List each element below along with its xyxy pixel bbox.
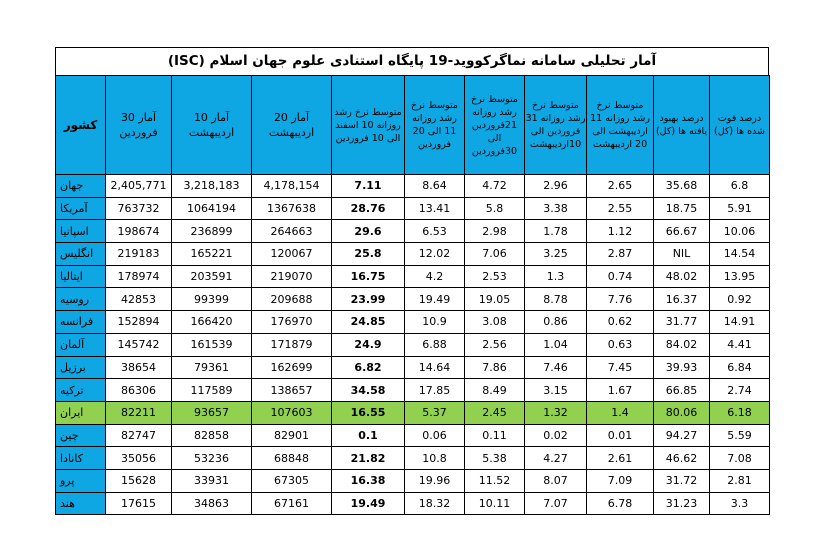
cell-c1: 763732 bbox=[106, 197, 172, 220]
cell-c4: 0.1 bbox=[332, 424, 405, 447]
table-row bbox=[56, 492, 770, 515]
cell-c10: 4.41 bbox=[710, 333, 770, 356]
header-c4: متوسط نرخ رشد روزانه 10 اسفند الی 10 فروردین bbox=[332, 76, 405, 175]
country-cell: چین bbox=[56, 424, 106, 447]
country-cell: آلمان bbox=[56, 333, 106, 356]
cell-c1: 152894 bbox=[106, 311, 172, 334]
cell-c8: 2.65 bbox=[587, 175, 654, 198]
cell-c7: 1.32 bbox=[525, 401, 587, 424]
cell-c6: 2.98 bbox=[465, 220, 525, 243]
cell-c10: 14.91 bbox=[710, 311, 770, 334]
cell-c4: 19.49 bbox=[332, 492, 405, 515]
cell-c10: 6.84 bbox=[710, 356, 770, 379]
cell-c6: 5.38 bbox=[465, 447, 525, 470]
table-row bbox=[56, 311, 770, 334]
cell-c2: 236899 bbox=[172, 220, 252, 243]
cell-c2: 3,218,183 bbox=[172, 175, 252, 198]
cell-c4: 25.8 bbox=[332, 243, 405, 266]
table-row bbox=[56, 175, 770, 198]
country-cell: آمریکا bbox=[56, 197, 106, 220]
cell-c5: 6.53 bbox=[405, 220, 465, 243]
header-c2: آمار 10 اردیبهشت bbox=[172, 76, 252, 175]
cell-c6: 8.49 bbox=[465, 379, 525, 402]
table-title: آمار تحلیلی سامانه نماگرکووید-19 پایگاه استنادی علوم جهان اسلام (ISC) bbox=[55, 47, 769, 75]
cell-c6: 7.86 bbox=[465, 356, 525, 379]
cell-c9: 94.27 bbox=[654, 424, 710, 447]
cell-c1: 198674 bbox=[106, 220, 172, 243]
cell-c8: 2.55 bbox=[587, 197, 654, 220]
cell-c4: 23.99 bbox=[332, 288, 405, 311]
header-c7: متوسط نرخ رشد روزانه 31 فروردین الی 10اردیبهشت bbox=[525, 76, 587, 175]
table-row bbox=[56, 243, 770, 266]
country-cell: هند bbox=[56, 492, 106, 515]
cell-c3: 120067 bbox=[252, 243, 332, 266]
cell-c4: 24.9 bbox=[332, 333, 405, 356]
country-cell: برزیل bbox=[56, 356, 106, 379]
cell-c2: 165221 bbox=[172, 243, 252, 266]
table-row bbox=[56, 333, 770, 356]
cell-c10: 5.59 bbox=[710, 424, 770, 447]
cell-c8: 1.4 bbox=[587, 401, 654, 424]
cell-c2: 99399 bbox=[172, 288, 252, 311]
cell-c8: 0.62 bbox=[587, 311, 654, 334]
cell-c6: 3.08 bbox=[465, 311, 525, 334]
cell-c9: 31.72 bbox=[654, 469, 710, 492]
cell-c3: 82901 bbox=[252, 424, 332, 447]
cell-c3: 138657 bbox=[252, 379, 332, 402]
header-c5: متوسط نرخ رشد روزانه 11 الی 20 فروردین bbox=[405, 76, 465, 175]
country-cell: ترکیه bbox=[56, 379, 106, 402]
cell-c2: 161539 bbox=[172, 333, 252, 356]
cell-c10: 3.3 bbox=[710, 492, 770, 515]
cell-c2: 79361 bbox=[172, 356, 252, 379]
cell-c10: 7.08 bbox=[710, 447, 770, 470]
cell-c7: 3.15 bbox=[525, 379, 587, 402]
cell-c7: 0.86 bbox=[525, 311, 587, 334]
country-cell: روسیه bbox=[56, 288, 106, 311]
cell-c8: 7.45 bbox=[587, 356, 654, 379]
cell-c6: 19.05 bbox=[465, 288, 525, 311]
cell-c4: 34.58 bbox=[332, 379, 405, 402]
cell-c9: 80.06 bbox=[654, 401, 710, 424]
cell-c2: 93657 bbox=[172, 401, 252, 424]
cell-c5: 10.8 bbox=[405, 447, 465, 470]
cell-c3: 219070 bbox=[252, 265, 332, 288]
cell-c3: 171879 bbox=[252, 333, 332, 356]
country-cell: فرانسه bbox=[56, 311, 106, 334]
cell-c1: 82211 bbox=[106, 401, 172, 424]
cell-c5: 0.06 bbox=[405, 424, 465, 447]
cell-c1: 17615 bbox=[106, 492, 172, 515]
cell-c8: 7.09 bbox=[587, 469, 654, 492]
cell-c2: 203591 bbox=[172, 265, 252, 288]
table-row bbox=[56, 197, 770, 220]
cell-c5: 19.96 bbox=[405, 469, 465, 492]
cell-c7: 3.38 bbox=[525, 197, 587, 220]
country-cell: ایران bbox=[56, 401, 106, 424]
cell-c7: 0.02 bbox=[525, 424, 587, 447]
cell-c4: 7.11 bbox=[332, 175, 405, 198]
cell-c7: 8.78 bbox=[525, 288, 587, 311]
stats-table bbox=[55, 75, 770, 515]
cell-c5: 12.02 bbox=[405, 243, 465, 266]
cell-c6: 0.11 bbox=[465, 424, 525, 447]
cell-c2: 34863 bbox=[172, 492, 252, 515]
cell-c10: 0.92 bbox=[710, 288, 770, 311]
cell-c10: 6.8 bbox=[710, 175, 770, 198]
cell-c6: 2.56 bbox=[465, 333, 525, 356]
cell-c3: 107603 bbox=[252, 401, 332, 424]
cell-c1: 178974 bbox=[106, 265, 172, 288]
cell-c10: 6.18 bbox=[710, 401, 770, 424]
cell-c9: 84.02 bbox=[654, 333, 710, 356]
cell-c5: 6.88 bbox=[405, 333, 465, 356]
cell-c1: 38654 bbox=[106, 356, 172, 379]
cell-c8: 0.74 bbox=[587, 265, 654, 288]
cell-c3: 4,178,154 bbox=[252, 175, 332, 198]
stats-table-container bbox=[55, 47, 769, 515]
header-c3: آمار 20 اردیبهشت bbox=[252, 76, 332, 175]
table-row bbox=[56, 469, 770, 492]
header-c1: آمار 30 فروردین bbox=[106, 76, 172, 175]
table-row bbox=[56, 220, 770, 243]
table-row bbox=[56, 401, 770, 424]
cell-c7: 7.07 bbox=[525, 492, 587, 515]
cell-c5: 19.49 bbox=[405, 288, 465, 311]
cell-c3: 67305 bbox=[252, 469, 332, 492]
cell-c10: 2.81 bbox=[710, 469, 770, 492]
country-cell: پرو bbox=[56, 469, 106, 492]
country-cell: ایتالیا bbox=[56, 265, 106, 288]
header-c6: متوسط نرخ رشد روزانه 21فروردین الی 30فروردین bbox=[465, 76, 525, 175]
cell-c1: 2,405,771 bbox=[106, 175, 172, 198]
cell-c3: 68848 bbox=[252, 447, 332, 470]
table-row bbox=[56, 265, 770, 288]
table-row bbox=[56, 288, 770, 311]
cell-c8: 1.67 bbox=[587, 379, 654, 402]
header-c8: متوسط نرخ رشد روزانه 11 اردیبهشت الی 20 اردیبهشت bbox=[587, 76, 654, 175]
cell-c5: 14.64 bbox=[405, 356, 465, 379]
cell-c7: 4.27 bbox=[525, 447, 587, 470]
table-body bbox=[56, 175, 770, 515]
cell-c4: 28.76 bbox=[332, 197, 405, 220]
cell-c4: 24.85 bbox=[332, 311, 405, 334]
cell-c4: 29.6 bbox=[332, 220, 405, 243]
cell-c9: 66.67 bbox=[654, 220, 710, 243]
cell-c4: 16.38 bbox=[332, 469, 405, 492]
header-country: کشور bbox=[56, 76, 106, 175]
cell-c1: 35056 bbox=[106, 447, 172, 470]
cell-c3: 176970 bbox=[252, 311, 332, 334]
cell-c9: 39.93 bbox=[654, 356, 710, 379]
table-row bbox=[56, 379, 770, 402]
cell-c3: 162699 bbox=[252, 356, 332, 379]
cell-c9: 18.75 bbox=[654, 197, 710, 220]
cell-c7: 3.25 bbox=[525, 243, 587, 266]
header-row bbox=[56, 76, 770, 175]
cell-c9: 48.02 bbox=[654, 265, 710, 288]
cell-c2: 33931 bbox=[172, 469, 252, 492]
header-c9: درصد بهبود یافته ها (کل) bbox=[654, 76, 710, 175]
cell-c1: 219183 bbox=[106, 243, 172, 266]
cell-c1: 86306 bbox=[106, 379, 172, 402]
cell-c9: 31.23 bbox=[654, 492, 710, 515]
cell-c2: 82858 bbox=[172, 424, 252, 447]
country-cell: اسپانیا bbox=[56, 220, 106, 243]
cell-c7: 1.78 bbox=[525, 220, 587, 243]
cell-c4: 21.82 bbox=[332, 447, 405, 470]
cell-c5: 8.64 bbox=[405, 175, 465, 198]
cell-c8: 0.01 bbox=[587, 424, 654, 447]
cell-c5: 17.85 bbox=[405, 379, 465, 402]
cell-c1: 15628 bbox=[106, 469, 172, 492]
cell-c6: 4.72 bbox=[465, 175, 525, 198]
cell-c8: 0.63 bbox=[587, 333, 654, 356]
cell-c9: NIL bbox=[654, 243, 710, 266]
table-row bbox=[56, 447, 770, 470]
cell-c7: 2.96 bbox=[525, 175, 587, 198]
cell-c10: 2.74 bbox=[710, 379, 770, 402]
cell-c9: 16.37 bbox=[654, 288, 710, 311]
cell-c6: 7.06 bbox=[465, 243, 525, 266]
cell-c7: 8.07 bbox=[525, 469, 587, 492]
cell-c8: 1.12 bbox=[587, 220, 654, 243]
cell-c1: 82747 bbox=[106, 424, 172, 447]
cell-c3: 1367638 bbox=[252, 197, 332, 220]
cell-c7: 1.3 bbox=[525, 265, 587, 288]
cell-c5: 18.32 bbox=[405, 492, 465, 515]
cell-c9: 66.85 bbox=[654, 379, 710, 402]
country-cell: جهان bbox=[56, 175, 106, 198]
cell-c1: 42853 bbox=[106, 288, 172, 311]
cell-c8: 6.78 bbox=[587, 492, 654, 515]
cell-c5: 5.37 bbox=[405, 401, 465, 424]
cell-c6: 2.53 bbox=[465, 265, 525, 288]
cell-c9: 35.68 bbox=[654, 175, 710, 198]
cell-c10: 5.91 bbox=[710, 197, 770, 220]
cell-c4: 16.75 bbox=[332, 265, 405, 288]
country-cell: کانادا bbox=[56, 447, 106, 470]
cell-c8: 2.61 bbox=[587, 447, 654, 470]
cell-c4: 16.55 bbox=[332, 401, 405, 424]
cell-c4: 6.82 bbox=[332, 356, 405, 379]
table-row bbox=[56, 424, 770, 447]
cell-c10: 10.06 bbox=[710, 220, 770, 243]
cell-c6: 10.11 bbox=[465, 492, 525, 515]
table-row bbox=[56, 356, 770, 379]
header-c10: درصد فوت شده ها (کل) bbox=[710, 76, 770, 175]
cell-c9: 46.62 bbox=[654, 447, 710, 470]
cell-c2: 166420 bbox=[172, 311, 252, 334]
cell-c6: 2.45 bbox=[465, 401, 525, 424]
cell-c10: 13.95 bbox=[710, 265, 770, 288]
cell-c2: 117589 bbox=[172, 379, 252, 402]
cell-c7: 1.04 bbox=[525, 333, 587, 356]
cell-c5: 10.9 bbox=[405, 311, 465, 334]
cell-c3: 209688 bbox=[252, 288, 332, 311]
cell-c3: 264663 bbox=[252, 220, 332, 243]
cell-c2: 53236 bbox=[172, 447, 252, 470]
cell-c6: 11.52 bbox=[465, 469, 525, 492]
cell-c5: 13.41 bbox=[405, 197, 465, 220]
cell-c10: 14.54 bbox=[710, 243, 770, 266]
cell-c9: 31.77 bbox=[654, 311, 710, 334]
cell-c8: 2.87 bbox=[587, 243, 654, 266]
cell-c8: 7.76 bbox=[587, 288, 654, 311]
cell-c3: 67161 bbox=[252, 492, 332, 515]
cell-c2: 1064194 bbox=[172, 197, 252, 220]
cell-c5: 4.2 bbox=[405, 265, 465, 288]
cell-c7: 7.46 bbox=[525, 356, 587, 379]
country-cell: انگلیس bbox=[56, 243, 106, 266]
cell-c6: 5.8 bbox=[465, 197, 525, 220]
cell-c1: 145742 bbox=[106, 333, 172, 356]
